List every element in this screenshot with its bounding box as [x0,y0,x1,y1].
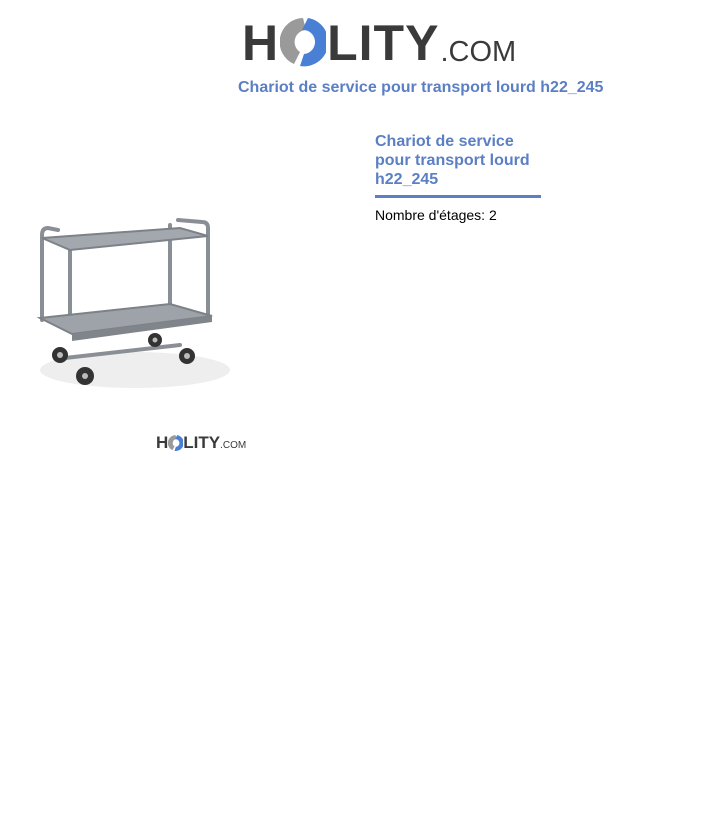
holity-logo-small: H LITY .COM [156,433,247,452]
logo-o-icon [280,16,326,68]
product-image [30,210,230,395]
page-title: Chariot de service pour transport lourd h22_245 [238,79,604,96]
logo-o-icon [168,434,183,452]
product-info [375,132,541,223]
holity-logo[interactable]: H LITY .COM [242,15,517,71]
spec-value: 2 [488,207,497,223]
spec-levels [375,207,541,223]
product-title: Chariot de service pour transport lourd h22_245 [375,132,541,198]
spec-label: Nombre d'étages: [375,207,486,223]
